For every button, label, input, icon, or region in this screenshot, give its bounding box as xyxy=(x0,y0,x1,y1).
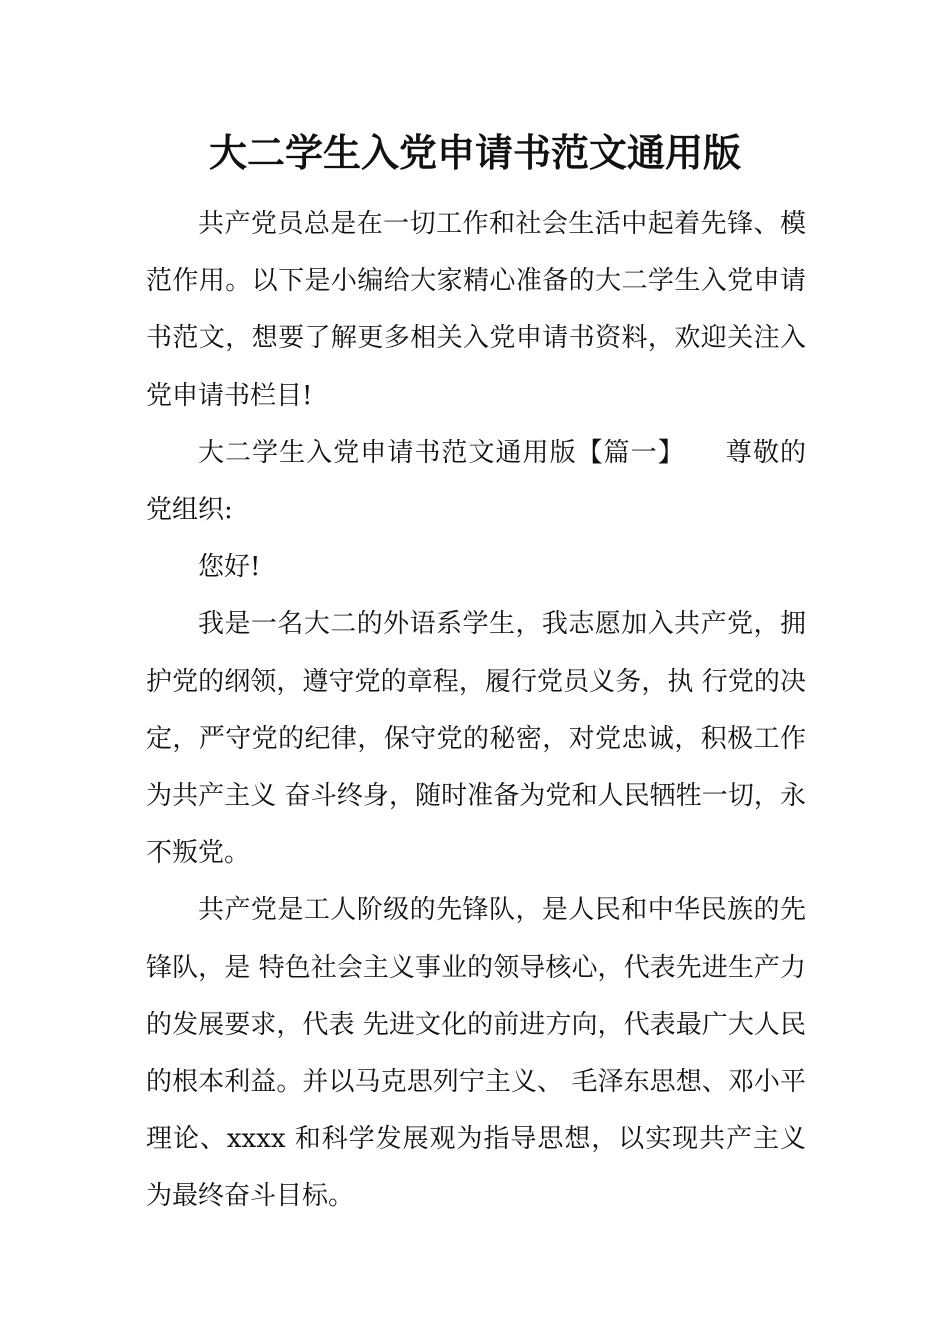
intro-paragraph: 共产党员总是在一切工作和社会生活中起着先锋、模范作用。以下是小编给大家精心准备的大二学生入党申请书范文，想要了解更多相关入党申请书资料，欢迎关注入党申请书栏目! xyxy=(146,209,806,411)
pledge-paragraph: 我是一名大二的外语系学生，我志愿加入共产党，拥护党的纲领，遵守党的章程，履行党员义务，执 行党的决定，严守党的纪律，保守党的秘密，对党忠诚，积极工作为共产主义 奋斗终身，随时准备为党和人民牺牲一切，永不叛党。 xyxy=(146,609,806,869)
party-description-paragraph: 共产党是工人阶级的先锋队，是人民和中华民族的先锋队，是 特色社会主义事业的领导核心，代表先进生产力的发展要求，代表 先进文化的前进方向，代表最广大人民的根本利益。并以马克思列宁主义、 毛泽东思想、邓小平理论、xxxx 和科学发展观为指导思想，以实现共产主义为最终奋斗目标。 xyxy=(146,895,806,1212)
section-heading-paragraph: 大二学生入党申请书范文通用版【篇一】 尊敬的党组织: xyxy=(146,437,806,526)
greeting-paragraph: 您好! xyxy=(198,552,261,583)
document-title: 大二学生入党申请书范文通用版 xyxy=(208,130,741,175)
document-body xyxy=(146,196,806,1226)
